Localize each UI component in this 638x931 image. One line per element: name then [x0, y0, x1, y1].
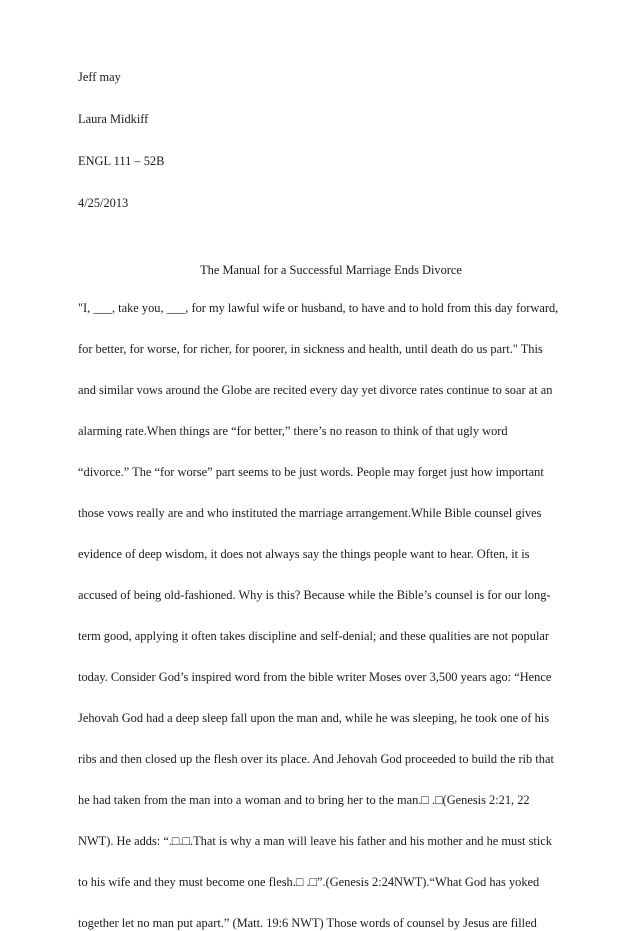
- body-line: he had taken from the man into a woman and to bring her to the man.□ .□(Genesis 2:21, 22: [78, 793, 530, 807]
- essay-title: The Manual for a Successful Marriage Ends Divorce: [200, 263, 462, 277]
- body-line: evidence of deep wisdom, it does not always say the things people want to hear. Often, it is: [78, 547, 530, 561]
- body-line: term good, applying it often takes discipline and self-denial; and these qualities are not popular: [78, 629, 550, 643]
- body-line: for better, for worse, for richer, for poorer, in sickness and health, until death do us part." This: [78, 342, 543, 356]
- document-date: 4/25/2013: [78, 196, 129, 210]
- body-line: today. Consider God’s inspired word from the bible writer Moses over 3,500 years ago: “Hence: [78, 670, 552, 684]
- body-line: "I, ___, take you, ___, for my lawful wife or husband, to have and to hold from this day forward,: [78, 301, 559, 315]
- body-line: “divorce.” The “for worse” part seems to be just words. People may forget just how important: [78, 465, 544, 479]
- body-line: Jehovah God had a deep sleep fall upon the man and, while he was sleeping, he took one of his: [78, 711, 550, 725]
- body-line: those vows really are and who instituted the marriage arrangement.While Bible counsel gives: [78, 506, 542, 520]
- body-line: together let no man put apart.” (Matt. 19:6 NWT) Those words of counsel by Jesus are filled: [78, 916, 537, 930]
- body-line: and similar vows around the Globe are recited every day yet divorce rates continue to soar at an: [78, 383, 553, 397]
- essay-title-row: [0, 262, 638, 278]
- author-name: Jeff may: [78, 70, 121, 84]
- instructor-name: Laura Midkiff: [78, 112, 149, 126]
- body-line: accused of being old-fashioned. Why is this? Because while the Bible’s counsel is for our long-: [78, 588, 551, 602]
- course-code: ENGL 111 – 52B: [78, 154, 165, 168]
- body-line: NWT). He adds: “.□.□.That is why a man will leave his father and his mother and he must stick: [78, 834, 552, 848]
- body-line: alarming rate.When things are “for better,” there’s no reason to think of that ugly word: [78, 424, 508, 438]
- body-line: ribs and then closed up the flesh over its place. And Jehovah God proceeded to build the rib that: [78, 752, 554, 766]
- body-line: to his wife and they must become one flesh.□ .□”.(Genesis 2:24NWT).“What God has yoked: [78, 875, 540, 889]
